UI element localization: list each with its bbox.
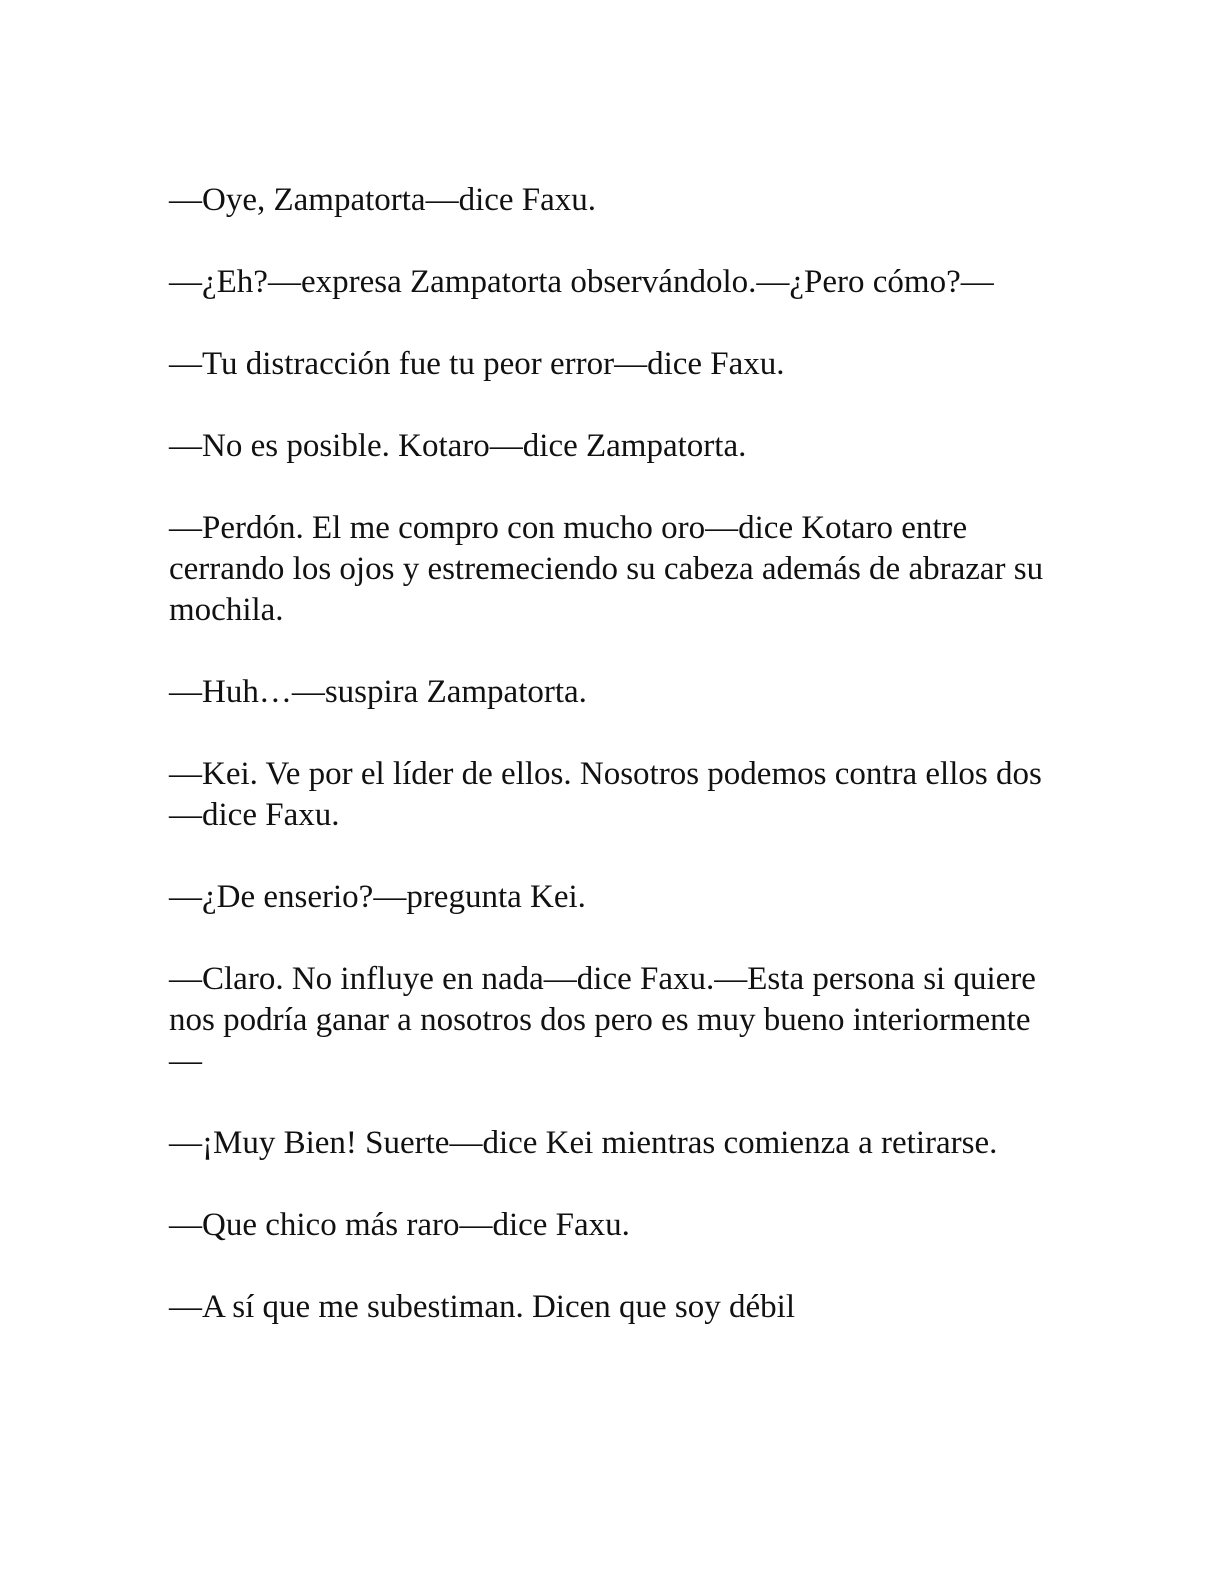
paragraph: —Perdón. El me compro con mucho oro—dice Kotaro entre cerrando los ojos y estremeciendo su cabeza además de abrazar su mochila. xyxy=(169,510,1044,628)
paragraph: —Que chico más raro—dice Faxu. xyxy=(169,1207,630,1243)
paragraph: —Huh…—suspira Zampatorta. xyxy=(169,674,587,710)
paragraph: —Tu distracción fue tu peor error—dice Faxu. xyxy=(169,346,785,382)
paragraph: —¿Eh?—expresa Zampatorta observándolo.—¿Pero cómo?— xyxy=(169,264,994,300)
paragraph: —A sí que me subestiman. Dicen que soy débil xyxy=(169,1289,795,1325)
paragraph: —Oye, Zampatorta—dice Faxu. xyxy=(169,182,597,218)
paragraph: —¿De enserio?—pregunta Kei. xyxy=(169,879,586,915)
paragraph: —Kei. Ve por el líder de ellos. Nosotros podemos contra ellos dos—dice Faxu. xyxy=(169,756,1042,833)
body-text xyxy=(169,180,1049,1369)
paragraph: —Claro. No influye en nada—dice Faxu.—Esta persona si quiere nos podría ganar a nosotros dos pero es muy bueno interiormente— xyxy=(169,961,1036,1079)
paragraph: —No es posible. Kotaro—dice Zampatorta. xyxy=(169,428,747,464)
paragraph: —¡Muy Bien! Suerte—dice Kei mientras comienza a retirarse. xyxy=(169,1125,998,1161)
